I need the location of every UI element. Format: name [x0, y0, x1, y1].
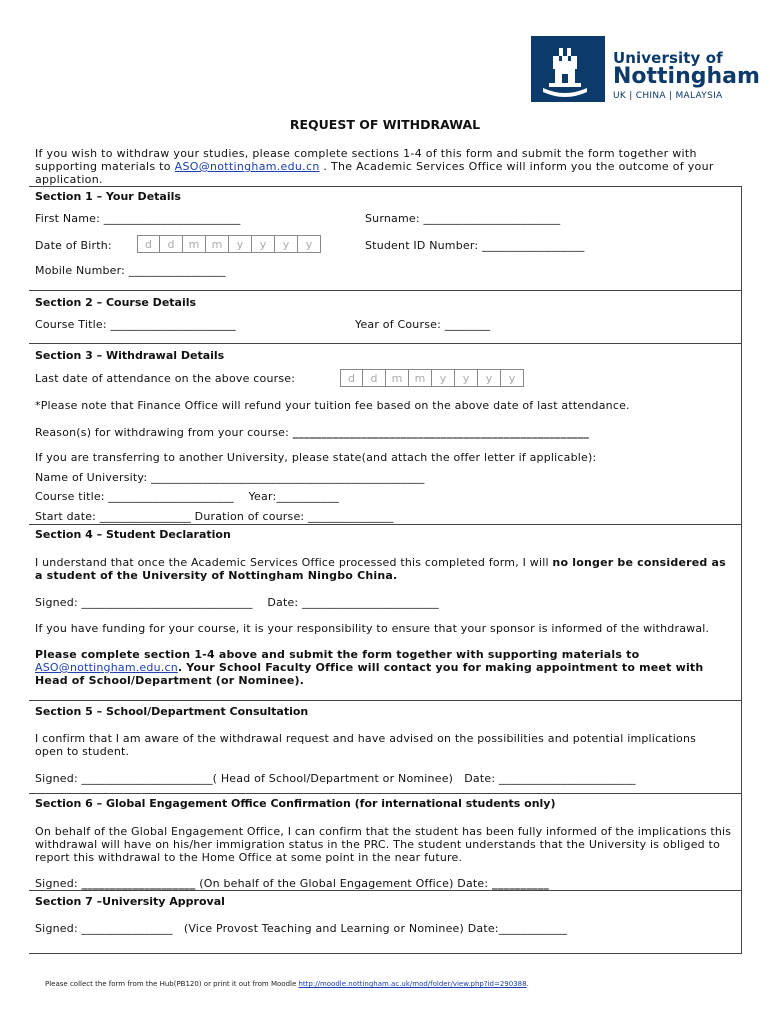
reasons-field[interactable] [35, 426, 589, 439]
funding-note: If you have funding for your course, it is your responsibility to ensure that your sponsor is informed of the withdrawal. [35, 622, 710, 635]
date-box[interactable]: y [455, 369, 478, 387]
date-box[interactable]: d [137, 235, 160, 253]
logo-line-2: Nottingham [613, 64, 760, 89]
reasons-line[interactable]: ____________________________________________________ [292, 426, 590, 439]
footer-note [45, 980, 529, 988]
mobile-field[interactable]: Mobile Number: _________________ [35, 264, 226, 277]
declaration-bold: no longer be considered as a student of the University of Nottingham Ningbo China. [35, 556, 726, 582]
date-box[interactable]: d [160, 235, 183, 253]
date-box[interactable]: y [229, 235, 252, 253]
divider [29, 290, 741, 291]
date-box[interactable]: y [298, 235, 321, 253]
geo-signed-line[interactable]: ____________________ [81, 877, 196, 890]
surname-field[interactable]: Surname: ________________________ [365, 212, 561, 225]
hos-signature-field[interactable]: Signed: _______________________( Head of School/Department or Nominee) Date: ________________________ [35, 772, 636, 785]
declaration-plain: I understand that once the Academic Services Office processed this completed form, I will [35, 556, 553, 569]
year-of-course-field[interactable]: Year of Course: ________ [355, 318, 491, 331]
submit-email-link[interactable]: ASO@nottingham.edu.cn [35, 661, 178, 674]
reasons-label: Reason(s) for withdrawing from your course: [35, 426, 293, 439]
submit-before: Please complete section 1-4 above and submit the form together with supporting materials to [35, 648, 640, 661]
date-box[interactable]: y [275, 235, 298, 253]
geo-signed-label: Signed: [35, 877, 82, 890]
geo-date-line[interactable]: __________ [492, 877, 549, 890]
first-name-field[interactable]: First Name: ________________________ [35, 212, 241, 225]
start-date-field[interactable]: Start date: ________________ Duration of course: _______________ [35, 510, 394, 523]
submit-after: . Your School Faculty Office will contact you for making appointment to meet with Head of School/Department (or Nominee). [35, 661, 704, 687]
date-box[interactable]: m [409, 369, 432, 387]
dob-date-boxes[interactable] [137, 235, 321, 253]
student-id-field[interactable]: Student ID Number: __________________ [365, 239, 585, 252]
approval-signature-field[interactable]: Signed: ________________ (Vice Provost Teaching and Learning or Nominee) Date:____________ [35, 922, 568, 935]
form-title: REQUEST OF WITHDRAWAL [289, 117, 481, 132]
footer-end: . [526, 980, 529, 988]
aso-email-link[interactable]: ASO@nottingham.edu.cn [174, 160, 320, 173]
divider [29, 890, 741, 891]
submit-instructions [35, 648, 735, 687]
date-box[interactable]: d [340, 369, 363, 387]
intro-after: . The Academic Services Office will inform you the outcome of your application. [35, 160, 714, 186]
date-box[interactable]: y [501, 369, 524, 387]
divider [29, 524, 741, 525]
date-box[interactable]: y [432, 369, 455, 387]
date-box[interactable]: d [363, 369, 386, 387]
student-signature-field[interactable]: Signed: ______________________________ Date: ________________________ [35, 596, 439, 609]
date-box[interactable]: m [206, 235, 229, 253]
dob-label: Date of Birth: [35, 239, 112, 252]
logo-line-3: UK | CHINA | MALAYSIA [613, 91, 723, 101]
section-6-heading: Section 6 – Global Engagement Office Confirmation (for international students only) [35, 797, 556, 810]
date-box[interactable]: y [478, 369, 501, 387]
logo-line-1: University of [613, 49, 723, 67]
geo-text: On behalf of the Global Engagement Office, I can confirm that the student has been fully informed of the implications this withdrawal will have on his/her immigration status in the PRC. The student understands that the University is obliged to report this withdrawal to the Home Office at some point in the near future. [35, 825, 732, 864]
declaration-text [35, 556, 735, 582]
section-7-heading: Section 7 –University Approval [35, 895, 225, 908]
last-date-boxes[interactable] [340, 369, 524, 387]
date-box[interactable]: y [252, 235, 275, 253]
moodle-link[interactable]: http://moodle.nottingham.ac.uk/mod/folder/view.php?id=290388 [298, 980, 527, 988]
section-1-heading: Section 1 – Your Details [35, 190, 181, 203]
university-name-field[interactable]: Name of University: ________________________________________________ [35, 471, 425, 484]
divider [29, 700, 741, 701]
section-4-heading: Section 4 – Student Declaration [35, 528, 231, 541]
transfer-course-field[interactable]: Course title: ______________________ Year:___________ [35, 490, 340, 503]
footer-text: Please collect the form from the Hub(PB120) or print it out from Moodle [45, 980, 299, 988]
section-3-heading: Section 3 – Withdrawal Details [35, 349, 225, 362]
transfer-note: If you are transferring to another University, please state(and attach the offer letter if applicable): [35, 451, 597, 464]
university-crest-logo [531, 36, 605, 102]
divider [29, 793, 741, 794]
section-5-heading: Section 5 – School/Department Consultation [35, 705, 309, 718]
geo-signature-field[interactable] [35, 877, 549, 890]
date-box[interactable]: m [183, 235, 206, 253]
last-date-label: Last date of attendance on the above course: [35, 372, 296, 385]
consultation-text: I confirm that I am aware of the withdrawal request and have advised on the possibilities and potential implications open to student. [35, 732, 697, 758]
intro-before: If you wish to withdraw your studies, please complete sections 1-4 of this form and submit the form together with supporting materials to [35, 147, 697, 173]
geo-signed-rest: (On behalf of the Global Engagement Office) Date: [195, 877, 492, 890]
section-2-heading: Section 2 – Course Details [35, 296, 197, 309]
divider [29, 343, 741, 344]
date-box[interactable]: m [386, 369, 409, 387]
intro-paragraph [35, 147, 735, 186]
course-title-field[interactable]: Course Title: ______________________ [35, 318, 236, 331]
finance-note: *Please note that Finance Office will refund your tuition fee based on the above date of last attendance. [35, 399, 630, 412]
